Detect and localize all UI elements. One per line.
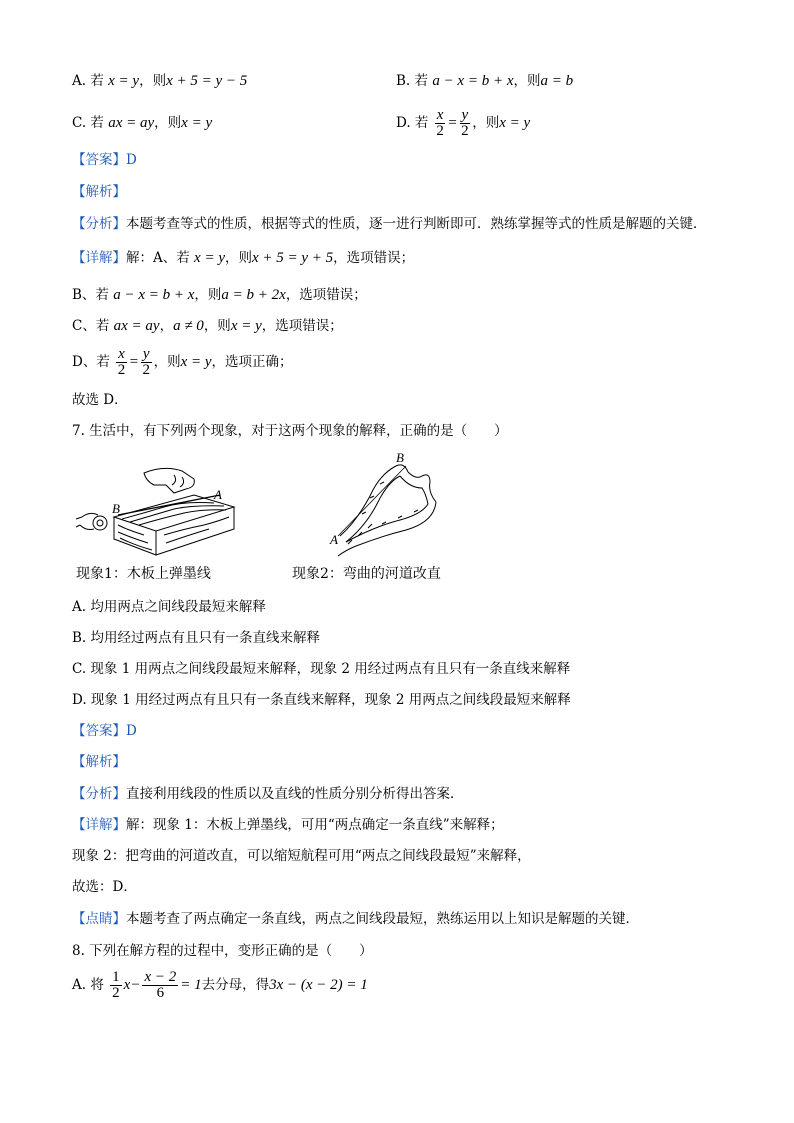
q6-analysis-title: 【解析】	[72, 184, 126, 200]
point-a-label: A	[214, 487, 222, 502]
math-expr: x = y	[181, 115, 213, 131]
q6-detail-line-5: 故选 D．	[72, 392, 128, 408]
math-expr: ax = ay	[113, 318, 160, 334]
math-expr: ax = ay	[108, 115, 155, 131]
figure-1-caption: 现象1：木板上弹墨线	[76, 566, 211, 582]
q8-option-a: A. 将 $\frac{1}{2}$ x− $\frac{x - 2}{6}$ = 1去分母，得3x − (x − 2) = 1	[72, 969, 368, 1001]
q6-option-c: C. 若 ax = ay，则x = y	[72, 115, 213, 131]
q6-answer: 【答案】D	[72, 152, 137, 168]
q7-option-c: C. 现象 1 用两点之间线段最短来解释，现象 2 用经过两点有且只有一条直线来解释	[72, 661, 571, 677]
river-illustration	[326, 452, 446, 560]
math-expr: x = y	[194, 250, 225, 266]
math-expr: a − x = b + x	[113, 287, 195, 303]
math-expr: x = y	[230, 318, 262, 334]
q7-answer: 【答案】D	[72, 723, 137, 739]
fraction: $\frac{y}{2}$	[461, 107, 469, 139]
q6-analysis: 【分析】本题考查等式的性质，根据等式的性质，逐一进行判断即可．熟练掌握等式的性质是解题的关键．	[72, 216, 707, 232]
math-expr: x = y	[499, 115, 531, 131]
figure-ink-line	[74, 455, 249, 560]
q6-option-d: D. 若 $\frac{x}{2}$ = $\frac{y}{2}$ ，则x = y	[396, 107, 531, 139]
q6-option-b: B. 若 a − x = b + x，则a = b	[396, 73, 574, 89]
math-expr: a = b	[540, 73, 574, 89]
math-expr: 3x − (x − 2) = 1	[269, 977, 368, 993]
q7-option-b: B. 均用经过两点有且只有一条直线来解释	[72, 630, 321, 646]
q7-option-d: D. 现象 1 用经过两点有且只有一条直线来解释，现象 2 用两点之间线段最短来解释	[72, 692, 571, 708]
math-expr: x = y	[180, 354, 212, 370]
q7-option-a: A. 均用两点之间线段最短来解释	[72, 599, 266, 615]
q7-analysis: 【分析】直接利用线段的性质以及直线的性质分别分析得出答案．	[72, 786, 464, 802]
math-expr: x = y	[108, 73, 140, 89]
q7-stem: 7. 生活中，有下列两个现象，对于这两个现象的解释，正确的是（ ）	[72, 423, 508, 439]
board-illustration	[74, 455, 249, 560]
math-expr: x + 5 = y + 5	[251, 250, 334, 266]
q7-analysis-title: 【解析】	[72, 754, 126, 770]
q6-detail-line-1: 【详解】解：A、若 x = y，则x + 5 = y + 5，选项错误；	[72, 250, 415, 266]
math-expr: a = b + 2x	[221, 287, 286, 303]
figure-river	[326, 452, 446, 560]
point-b-label: B	[112, 501, 120, 516]
q7-comment: 【点睛】本题考查了两点确定一条直线，两点之间线段最短，熟练运用以上知识是解题的关键．	[72, 911, 639, 927]
q6-detail-line-3: C、若 ax = ay，a ≠ 0，则x = y，选项错误；	[72, 318, 343, 334]
point-a-label: A	[330, 532, 338, 547]
q7-detail-line-1: 【详解】解：现象 1：木板上弹墨线，可用“两点确定一条直线”来解释；	[72, 817, 504, 833]
math-expr: a − x = b + x	[432, 73, 514, 89]
figure-2-caption: 现象2：弯曲的河道改直	[292, 566, 441, 582]
fraction: $\frac{x - 2}{6}$	[144, 969, 177, 1001]
fraction: $\frac{x}{2}$	[117, 346, 126, 378]
fraction: $\frac{x}{2}$	[436, 107, 444, 139]
q6-detail-line-2: B、若 a − x = b + x，则a = b + 2x，选项错误；	[72, 287, 367, 303]
q8-stem: 8. 下列在解方程的过程中，变形正确的是（ ）	[72, 943, 373, 959]
math-expr: x + 5 = y − 5	[166, 73, 248, 89]
fraction: $\frac{1}{2}$	[112, 969, 120, 1001]
q6-option-a: A. 若 x = y，则x + 5 = y − 5	[72, 73, 248, 89]
q6-detail-line-4: D、若 $\frac{x}{2}$ = $\frac{y}{2}$ ，则x = y，选项正确；	[72, 346, 293, 378]
fraction: $\frac{y}{2}$	[142, 346, 150, 378]
math-expr: a ≠ 0	[173, 318, 204, 334]
q7-detail-line-3: 故选：D．	[72, 879, 137, 895]
point-b-label: B	[396, 452, 404, 465]
q7-detail-line-2: 现象 2：把弯曲的河道改直，可以缩短航程可用“两点之间线段最短”来解释，	[72, 848, 531, 864]
